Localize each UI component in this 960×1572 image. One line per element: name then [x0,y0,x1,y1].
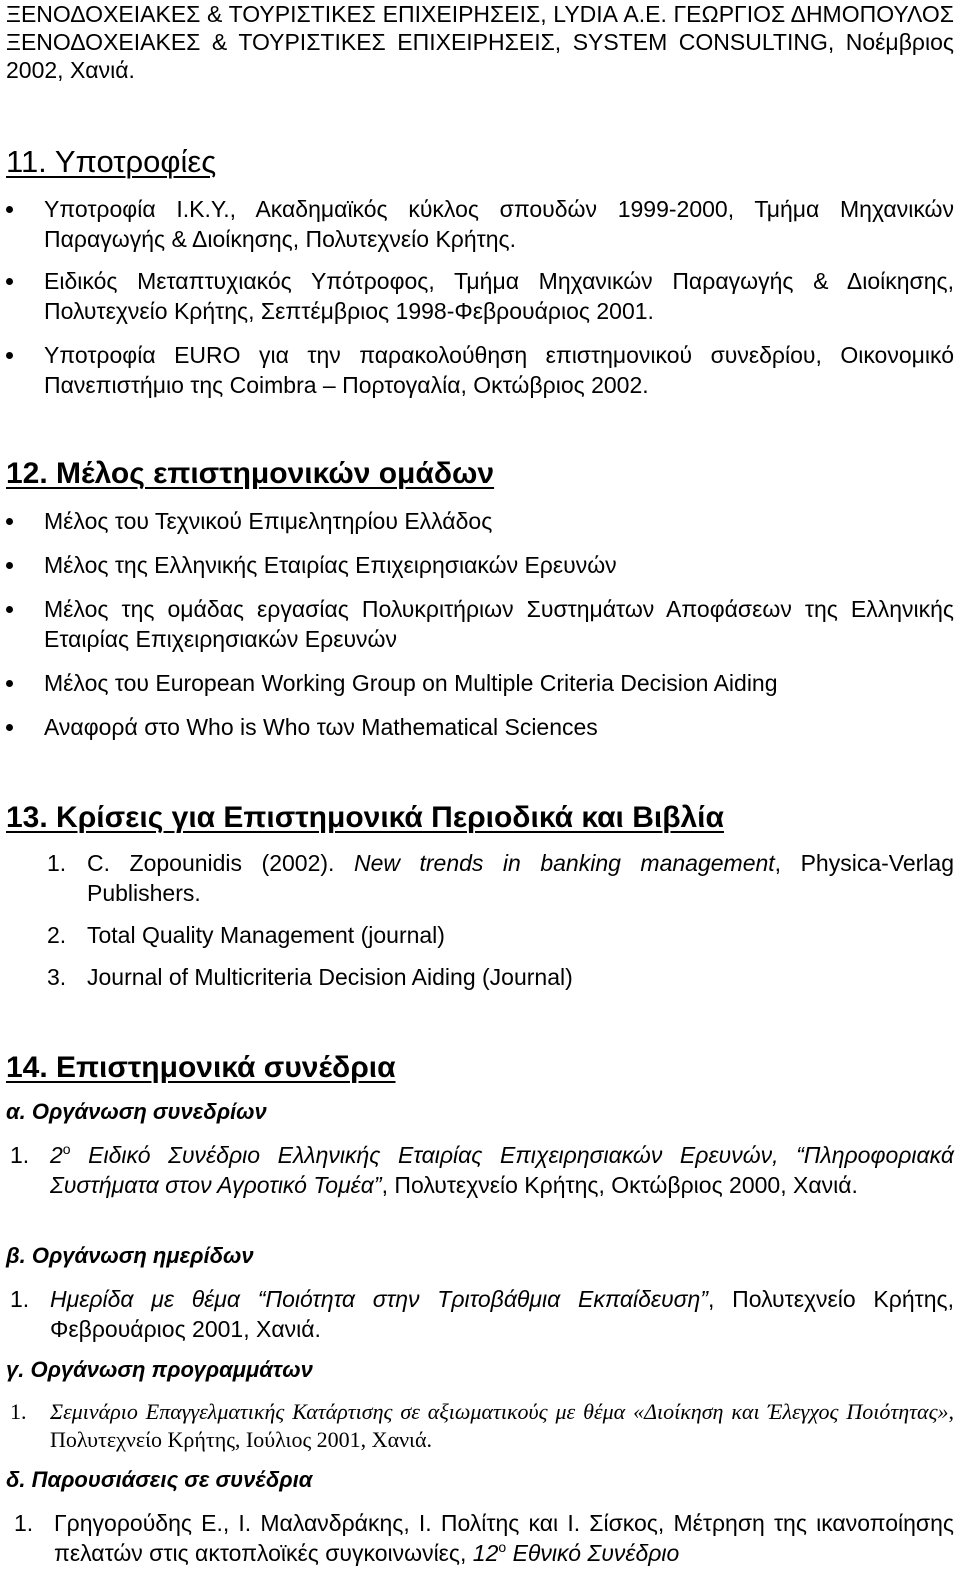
subsection-heading: α. Οργάνωση συνεδρίων [6,1099,267,1124]
subsection-heading: β. Οργάνωση ημερίδων [6,1243,254,1268]
section-13-heading: 13. Κρίσεις για Επιστημονικά Περιοδικά και Βιβλία [6,801,724,834]
list-item: Μέλος της ομάδας εργασίας Πολυκριτήριων Συστημάτων Αποφάσεων της Ελληνικής Εταιρίας Επιχειρησιακών Ερευνών [44,594,954,654]
list-item: Μέλος του Τεχνικού Επιμελητηρίου Ελλάδος [44,506,954,536]
workshop-item: 1. Ημερίδα με θέμα “Ποιότητα στην Τριτοβάθμια Εκπαίδευση”, Πολυτεχνείο Κρήτης, Φεβρουάριος 2001, Χανιά. [10,1286,954,1342]
list-item: Ειδικός Μεταπτυχιακός Υπότροφος, Τμήμα Μηχανικών Παραγωγής & Διοίκησης, Πολυτεχνείο Κρήτης, Σεπτέμβριος 1998-Φεβρουάριος 2001. [44,266,954,326]
bullet-icon [6,206,13,213]
subsection-heading: δ. Παρουσιάσεις σε συνέδρια [6,1467,313,1492]
section-14-heading: 14. Επιστημονικά συνέδρια [6,1051,396,1084]
review-item: 2. Total Quality Management (journal) [47,922,445,948]
conference-item: 1. $2^o$ Ειδικό Συνέδριο Ελληνικής Εταιρίας Επιχειρησιακών Ερευνών, “Πληροφοριακά Συστήματα στον Αγροτικό Τομέα”, Πολυτεχνείο Κρήτης, Οκτώβριος 2000, Χανιά. [10,1141,954,1198]
bullet-icon [6,562,13,569]
bullet-icon [6,278,13,285]
top-paragraph: ΞΕΝΟΔΟΧΕΙΑΚΕΣ & ΤΟΥΡΙΣΤΙΚΕΣ ΕΠΙΧΕΙΡΗΣΕΙΣ, LYDIA Α.Ε. ΓΕΩΡΓΙΟΣ ΔΗΜΟΠΟΥΛΟΣ ΞΕΝΟΔΟΧΕΙΑΚΕΣ & ΤΟΥΡΙΣΤΙΚΕΣ ΕΠΙΧΕΙΡΗΣΕΙΣ, SYSTEM CONSULTING, Νοέμβριος 2002, Χανιά. [6,1,954,83]
review-item: 1. C. Zopounidis (2002). New trends in banking management, Physica-Verlag Publishers. [47,850,954,906]
bullet-icon [6,352,13,359]
list-item: Μέλος του European Working Group on Multiple Criteria Decision Aiding [44,668,954,698]
section-12-heading: 12. Μέλος επιστημονικών ομάδων [6,457,495,490]
list-item: Υποτροφία EURO για την παρακολούθηση επιστημονικού συνεδρίου, Οικονομικό Πανεπιστήμιο της Coimbra – Πορτογαλία, Οκτώβριος 2002. [44,340,954,400]
list-item: Υποτροφία Ι.Κ.Υ., Ακαδημαϊκός κύκλος σπουδών 1999-2000, Τμήμα Μηχανικών Παραγωγής & Διοίκησης, Πολυτεχνείο Κρήτης. [44,194,954,254]
subsection-heading: γ. Οργάνωση προγραμμάτων [6,1357,313,1382]
bullet-icon [6,518,13,525]
presentation-item: 1. Γρηγορούδης Ε., Ι. Μαλανδράκης, Ι. Πολίτης και Ι. Σίσκος, Μέτρηση της ικανοποίησης πελατών στις ακτοπλοϊκές συγκοινωνίες, $12^o$ Εθνικό Συνέδριο [14,1510,954,1566]
review-item: 3. Journal of Multicriteria Decision Aiding (Journal) [47,964,573,990]
section-11-heading: 11. Υποτροφίες [6,144,217,179]
bullet-icon [6,606,13,613]
bullet-icon [6,724,13,731]
program-item: 1. Σεμινάριο Επαγγελματικής Κατάρτισης σε αξιωματικούς με θέμα «Διοίκηση και Έλεγχος Ποιότητας», Πολυτεχνείο Κρήτης, Ιούλιος 2001, Χανιά. [10,1399,954,1452]
list-item: Μέλος της Ελληνικής Εταιρίας Επιχειρησιακών Ερευνών [44,550,954,580]
list-item: Αναφορά στο Who is Who των Mathematical Sciences [44,712,954,742]
bullet-icon [6,680,13,687]
